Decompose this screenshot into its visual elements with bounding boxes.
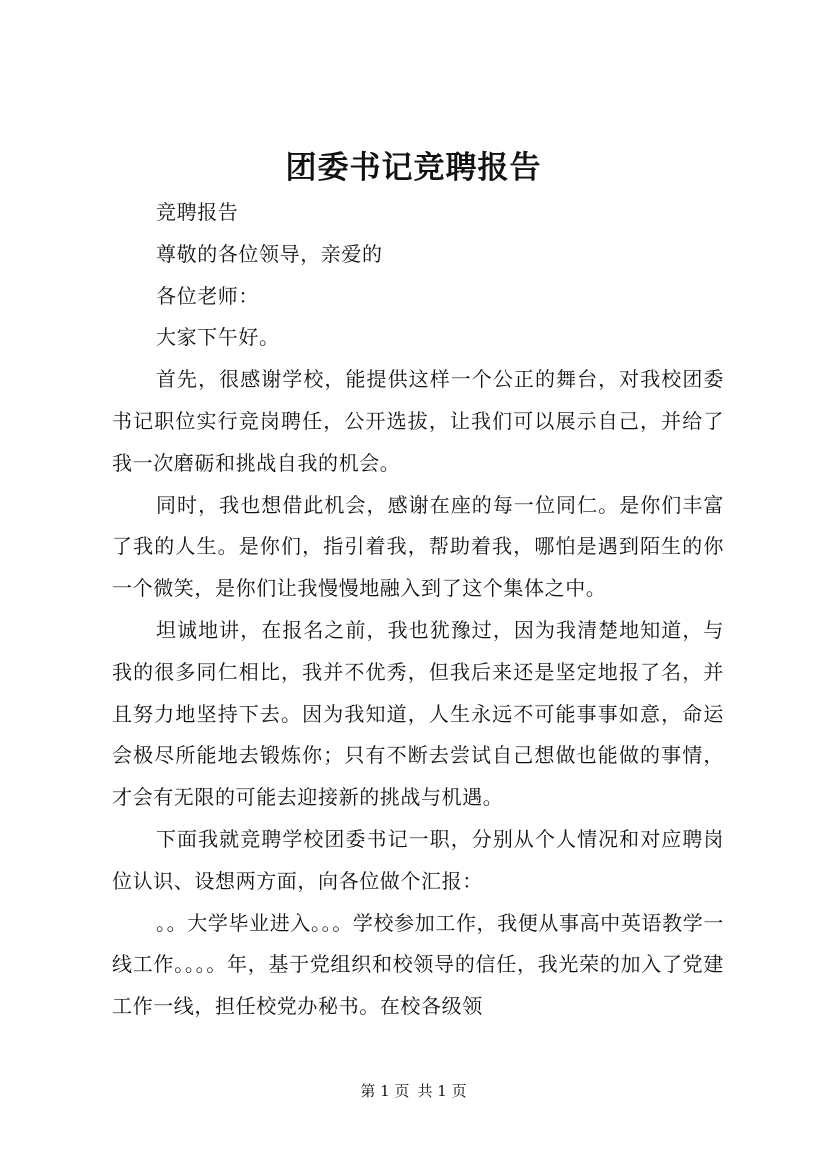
paragraph-motivation: 坦诚地讲，在报名之前，我也犹豫过，因为我清楚地知道，与我的很多同仁相比，我并不优秀，但我后来还是坚定地报了名，并且努力地坚持下去。因为我知道，人生永远不可能事事如意，命运会极尽所能地去锻炼你；只有不断去尝试自己想做也能做的事情，才会有无限的可能去迎接新的挑战与机遇。 <box>112 617 724 810</box>
paragraph-report-intro: 下面我就竞聘学校团委书记一职，分别从个人情况和对应聘岗位认识、设想两方面，向各位做个汇报： <box>112 826 724 893</box>
document-body <box>112 192 724 1028</box>
page-number-label: 第 1 页 <box>360 1082 410 1100</box>
paragraph-personal-background: 。。大学毕业进入。。。学校参加工作，我便从事高中英语教学一线工作。。。。年，基于党组织和校领导的信任，我光荣的加入了党建工作一线，担任校党办秘书。在校各级领 <box>112 910 724 1019</box>
page-footer <box>0 1081 827 1101</box>
page-total-label: 共 1 页 <box>417 1082 467 1100</box>
paragraph-greeting: 大家下午好。 <box>156 325 280 350</box>
paragraph-heading: 竞聘报告 <box>156 200 239 224</box>
paragraph-thanks-school: 首先，很感谢学校，能提供这样一个公正的舞台，对我校团委书记职位实行竞岗聘任，公开选拔，让我们可以展示自己，并给了我一次磨砺和挑战自我的机会。 <box>112 367 724 475</box>
paragraph-salutation: 尊敬的各位领导，亲爱的 <box>156 241 383 266</box>
paragraph-salutation-continued: 各位老师： <box>156 283 259 308</box>
document-title: 团委书记竞聘报告 <box>285 150 542 186</box>
paragraph-thanks-colleagues: 同时，我也想借此机会，感谢在座的每一位同仁。是你们丰富了我的人生。是你们，指引着我，帮助着我，哪怕是遇到陌生的你一个微笑，是你们让我慢慢地融入到了这个集体之中。 <box>112 492 724 601</box>
